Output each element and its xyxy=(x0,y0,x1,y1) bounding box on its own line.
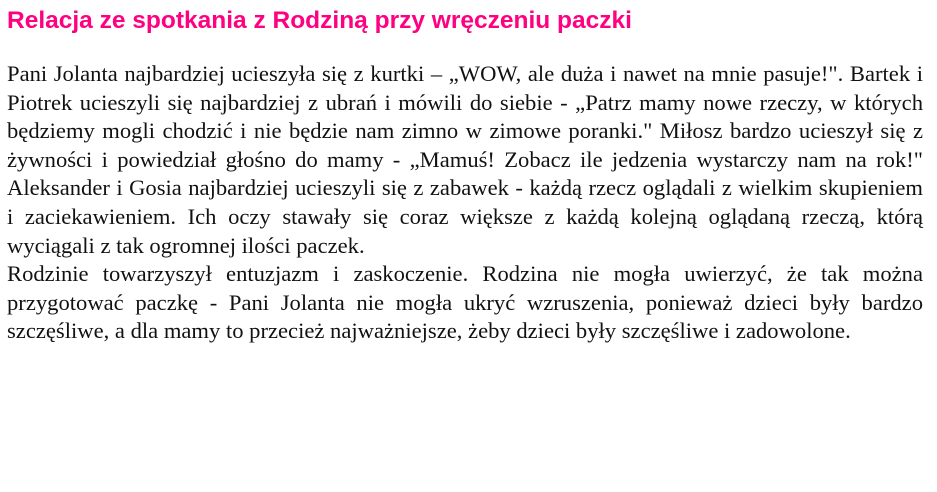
paragraph-family-emotions: Rodzinie towarzyszył entuzjazm i zaskoczenie. Rodzina nie mogła uwierzyć, że tak można przygotować paczkę - Pani Jolanta nie mogła ukryć wzruszenia, ponieważ dzieci były bardzo szczęśliwe, a dla mamy to przecież najważniejsze, żeby dzieci były szczęśliwe i zadowolone. xyxy=(7,261,923,344)
paragraph-family-reactions: Pani Jolanta najbardziej ucieszyła się z kurtki – „WOW, ale duża i nawet na mnie pasuje!". Bartek i Piotrek ucieszyli się najbardziej z ubrań i mówili do siebie - „Patrz mamy nowe rzeczy, w których będziemy mogli chodzić i nie będzie nam zimno w zimowe poranki." Miłosz bardzo ucieszył się z żywności i powiedział głośno do mamy - „Mamuś! Zobacz ile jedzenia wystarczy nam na rok!" Aleksander i Gosia najbardziej ucieszyli się z zabawek - każdą rzecz oglądali z wielkim skupieniem i zaciekawieniem. Ich oczy stawały się coraz większe z każdą kolejną oglądaną rzeczą, którą wyciągali z tak ogromnej ilości paczek. xyxy=(7,61,923,258)
document-title: Relacja ze spotkania z Rodziną przy wręczeniu paczki xyxy=(7,7,632,34)
